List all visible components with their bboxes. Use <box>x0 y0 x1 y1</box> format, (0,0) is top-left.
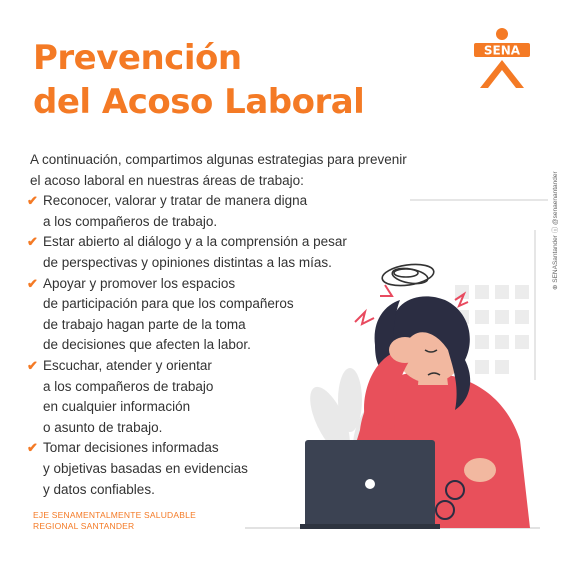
bullet-text: a los compañeros de trabajo <box>43 378 214 394</box>
sena-logo-icon <box>466 24 538 90</box>
check-icon: ✔ <box>27 357 38 373</box>
footer-credit <box>33 510 196 532</box>
bullet-text: Escuchar, atender y orientar <box>43 357 212 373</box>
bullet-text: o asunto de trabajo. <box>43 419 163 435</box>
bullet-item <box>27 274 480 356</box>
bullet-item <box>27 191 480 232</box>
social-handles <box>541 110 559 290</box>
footer-line-1: EJE SENAMENTALMENTE SALUDABLE <box>33 510 196 520</box>
bullet-text: y objetivas basadas en evidencias <box>43 460 248 476</box>
bullet-text: Reconocer, valorar y tratar de manera digna <box>43 193 308 209</box>
bullet-text: a los compañeros de trabajo. <box>43 213 218 229</box>
bullet-text: Apoyar y promover los espacios <box>43 275 236 291</box>
bullet-text: Tomar decisiones informadas <box>43 440 219 456</box>
strategies-content <box>27 150 480 500</box>
check-icon: ✔ <box>27 193 38 209</box>
page-title <box>33 36 364 124</box>
bullet-item <box>27 232 480 273</box>
bullet-text: de trabajo hagan parte de la toma <box>43 316 246 332</box>
intro-line: A continuación, compartimos algunas estrategias para prevenir <box>30 152 407 167</box>
bullet-text: de participación para que los compañeros <box>43 296 294 312</box>
bullet-text: de decisiones que afecten la labor. <box>43 337 251 353</box>
check-icon: ✔ <box>27 234 38 250</box>
title-line-2: del Acoso Laboral <box>33 82 365 122</box>
bullet-item <box>27 438 480 500</box>
bullet-text: Estar abierto al diálogo y a la comprensión a pesar <box>43 234 347 250</box>
bullet-text: en cualquier información <box>43 399 191 415</box>
bullet-text: de perspectivas y opiniones distintas a las mías. <box>43 254 332 270</box>
bullet-item <box>27 356 480 438</box>
logo-text: SENA <box>483 43 521 58</box>
check-icon: ✔ <box>27 440 38 456</box>
social-handles-text: ⊕ SENASantander ⓘ @senaenantander <box>552 171 559 290</box>
bullet-text: y datos confiables. <box>43 481 155 497</box>
check-icon: ✔ <box>27 275 38 291</box>
intro-line: el acoso laboral en nuestras áreas de trabajo: <box>30 172 304 188</box>
title-line-1: Prevención <box>33 38 242 78</box>
footer-line-2: REGIONAL SANTANDER <box>33 521 135 531</box>
